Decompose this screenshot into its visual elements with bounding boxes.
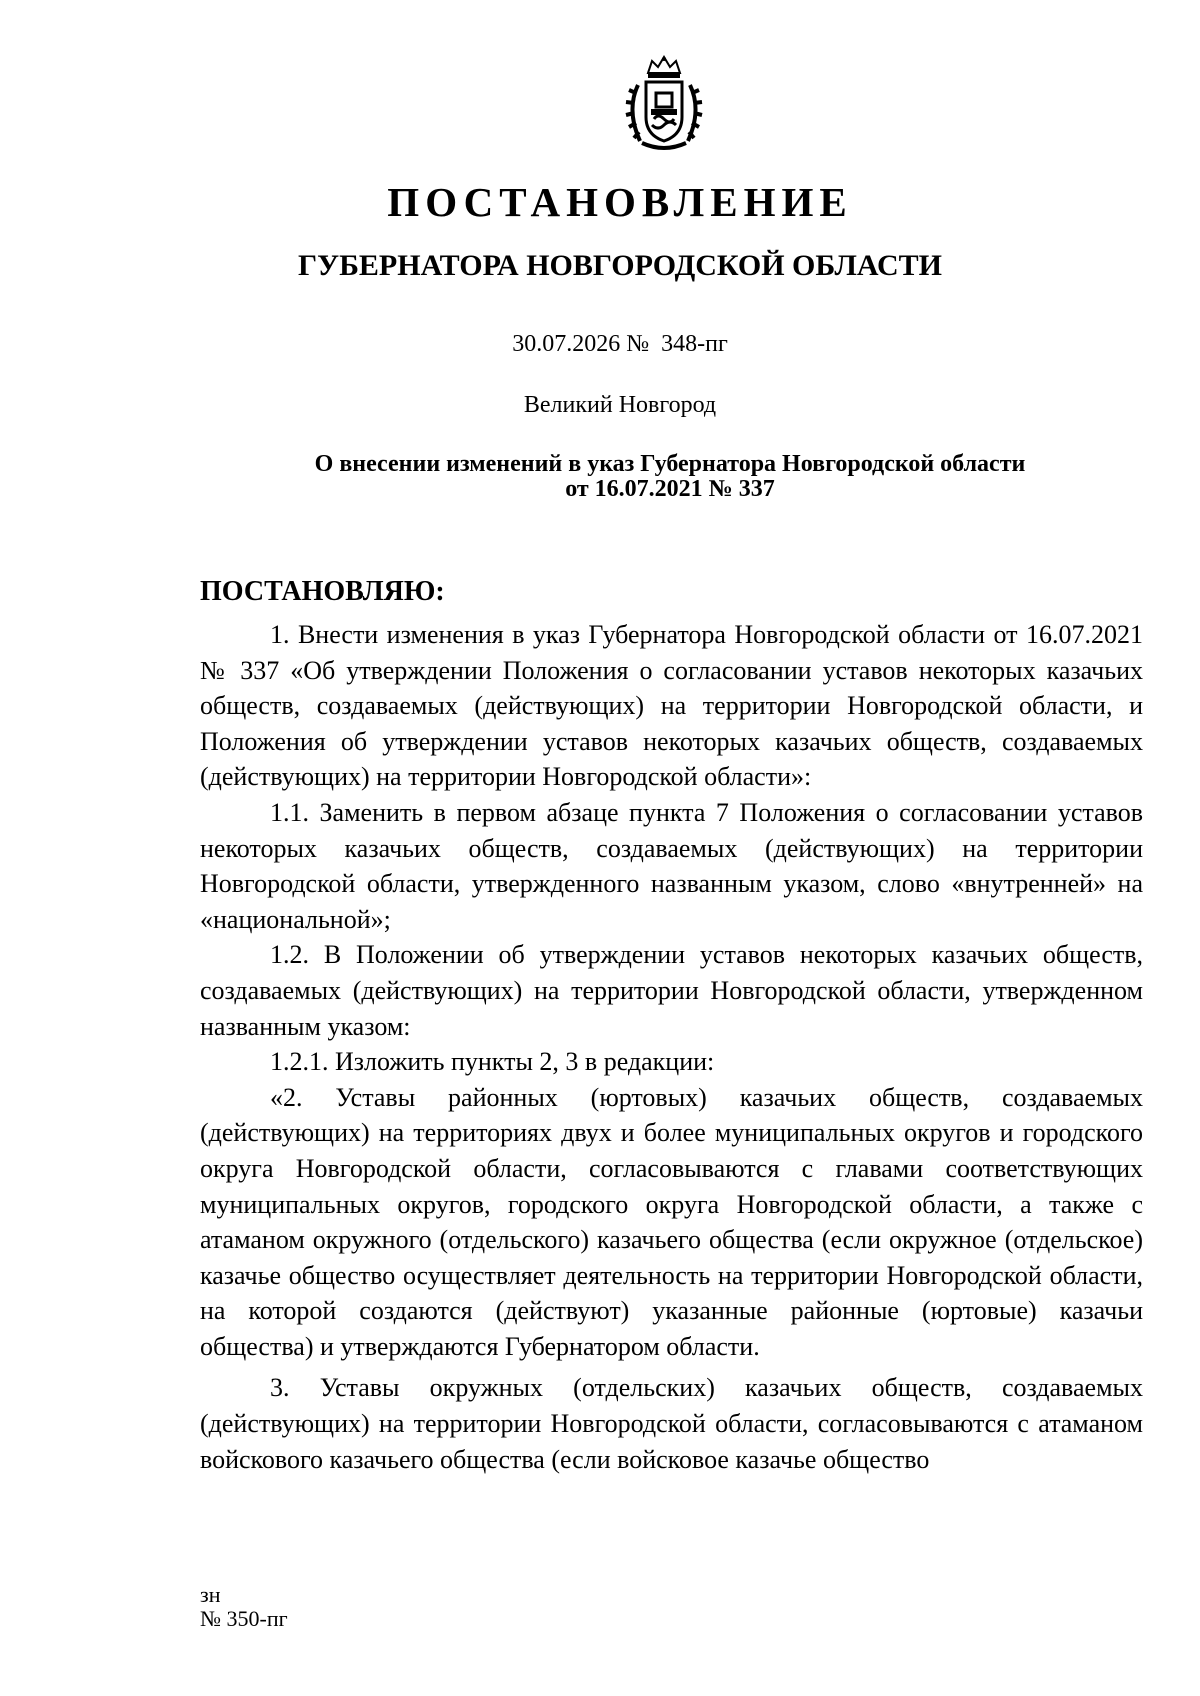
- document-subtitle: ГУБЕРНАТОРА НОВГОРОДСКОЙ ОБЛАСТИ: [297, 249, 943, 282]
- paragraph-1-1: 1.1. Заменить в первом абзаце пункта 7 Положения о согласовании уставов некоторых казачьих обществ, создаваемых (действующих) на территории Новгородской области, утвержденного названным указом, слово «внутренней» на «национальной»;: [200, 797, 1143, 934]
- footer-initials: зн: [200, 1582, 221, 1607]
- document-city: Великий Новгород: [523, 392, 717, 418]
- heading-line-1: О внесении изменений в указ Губернатора Новгородской области: [314, 451, 1026, 477]
- document-number: № 348-пг: [626, 331, 728, 357]
- document-heading: [200, 452, 1140, 502]
- paragraph-item-3: 3. Уставы окружных (отдельских) казачьих обществ, создаваемых (действующих) на территории Новгородской области, согласовываются с атаманом войскового казачьего общества (если войсковое казачье общество: [200, 1373, 1143, 1474]
- document-date: 30.07.2026: [512, 331, 621, 357]
- footer-number: № 350-пг: [200, 1606, 288, 1631]
- paragraph-1-2: 1.2. В Положении об утверждении уставов некоторых казачьих обществ, создаваемых (действующих) на территории Новгородской области, утвержденном названным указом:: [200, 940, 1143, 1041]
- decree-label: ПОСТАНОВЛЯЮ:: [200, 576, 445, 607]
- date-number-line: [0, 329, 1200, 359]
- paragraph-1-2-1: 1.2.1. Изложить пункты 2, 3 в редакции:: [270, 1047, 715, 1077]
- footer-note: [200, 1583, 288, 1631]
- novgorod-coat-of-arms-icon: [618, 55, 710, 155]
- paragraph-item-2: «2. Уставы районных (юртовых) казачьих обществ, создаваемых (действующих) на территориях двух и более муниципальных округов и городского округа Новгородской области, согласовываются с главами соответствующих муниципальных округов, городского округа Новгородской области, а также с атаманом окружного (отдельского) казачьего общества (если окружное (отдельское) казачье общество осуществляет деятельность на территории Новгородской области, на которой создаются (действуют) указанные районные (юртовые) казачьи общества) и утверждаются Губернатором области.: [200, 1082, 1143, 1361]
- heading-line-2: от 16.07.2021 № 337: [565, 476, 775, 502]
- document-title: ПОСТАНОВЛЕНИЕ: [387, 179, 853, 225]
- document-body: [200, 617, 1143, 1477]
- paragraph-1: 1. Внести изменения в указ Губернатора Новгородской области от 16.07.2021 № 337 «Об утверждении Положения о согласовании уставов некоторых казачьих обществ, создаваемых (действующих) на территории Новгородской области, и Положения об утверждении уставов некоторых казачьих обществ, создаваемых (действующих) на территории Новгородской области»:: [200, 620, 1143, 792]
